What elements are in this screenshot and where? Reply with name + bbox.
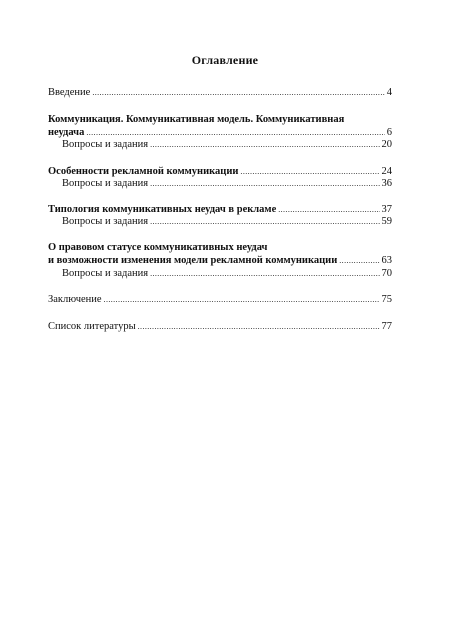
toc-entry-label: Коммуникация. Коммуникативная модель. Коммуникативная: [48, 114, 345, 125]
toc-entry-label: и возможности изменения модели рекламной коммуникации: [48, 255, 338, 266]
toc-entry-legal[interactable]: [48, 254, 392, 267]
toc-entry-label: Вопросы и задания: [62, 216, 149, 227]
toc-entry-label: Заключение: [48, 294, 102, 305]
toc-page-number: 36: [381, 178, 392, 189]
toc-entry-label: Вопросы и задания: [62, 178, 149, 189]
toc-page-number: 70: [381, 268, 392, 279]
toc-page-number: 75: [381, 294, 392, 305]
dot-leader: [104, 293, 380, 306]
toc-page-number: 6: [386, 127, 392, 138]
toc-subentry-communication-questions[interactable]: [62, 138, 392, 151]
toc-entry-label: Введение: [48, 87, 91, 98]
toc-page-number: 59: [381, 216, 392, 227]
toc-page-number: 63: [381, 255, 392, 266]
toc-entry-conclusion[interactable]: [48, 293, 392, 306]
page-title: Оглавление: [191, 53, 259, 67]
dot-leader: [92, 86, 384, 99]
toc-entry-label: неудача: [48, 127, 85, 138]
toc-page-number: 20: [381, 139, 392, 150]
toc-entry-label: Типология коммуникативных неудач в рекламе: [48, 204, 277, 215]
dot-leader: [150, 267, 379, 280]
dot-leader: [138, 320, 380, 333]
toc-entry-label: Особенности рекламной коммуникации: [48, 166, 239, 177]
toc-entry-label: О правовом статусе коммуникативных неудач: [48, 242, 268, 253]
toc-entry-intro[interactable]: [48, 86, 392, 99]
toc-page-number: 37: [381, 204, 392, 215]
toc-entry-label: Вопросы и задания: [62, 268, 149, 279]
toc-entry-communication-line1[interactable]: [48, 113, 392, 126]
toc-page-number: 24: [381, 166, 392, 177]
toc-entry-label: Вопросы и задания: [62, 139, 149, 150]
dot-leader: [150, 215, 379, 228]
dot-leader: [150, 177, 379, 190]
dot-leader: [150, 138, 379, 151]
toc-entry-label: Список литературы: [48, 321, 136, 332]
toc-subentry-typology-questions[interactable]: [62, 215, 392, 228]
dot-leader: [339, 254, 379, 267]
toc-subentry-legal-questions[interactable]: [62, 267, 392, 280]
toc-subentry-advertising-questions[interactable]: [62, 177, 392, 190]
toc-entry-literature[interactable]: [48, 320, 392, 333]
toc-page-number: 77: [381, 321, 392, 332]
toc-page-number: 4: [386, 87, 392, 98]
toc-entry-legal-line1[interactable]: [48, 241, 392, 254]
